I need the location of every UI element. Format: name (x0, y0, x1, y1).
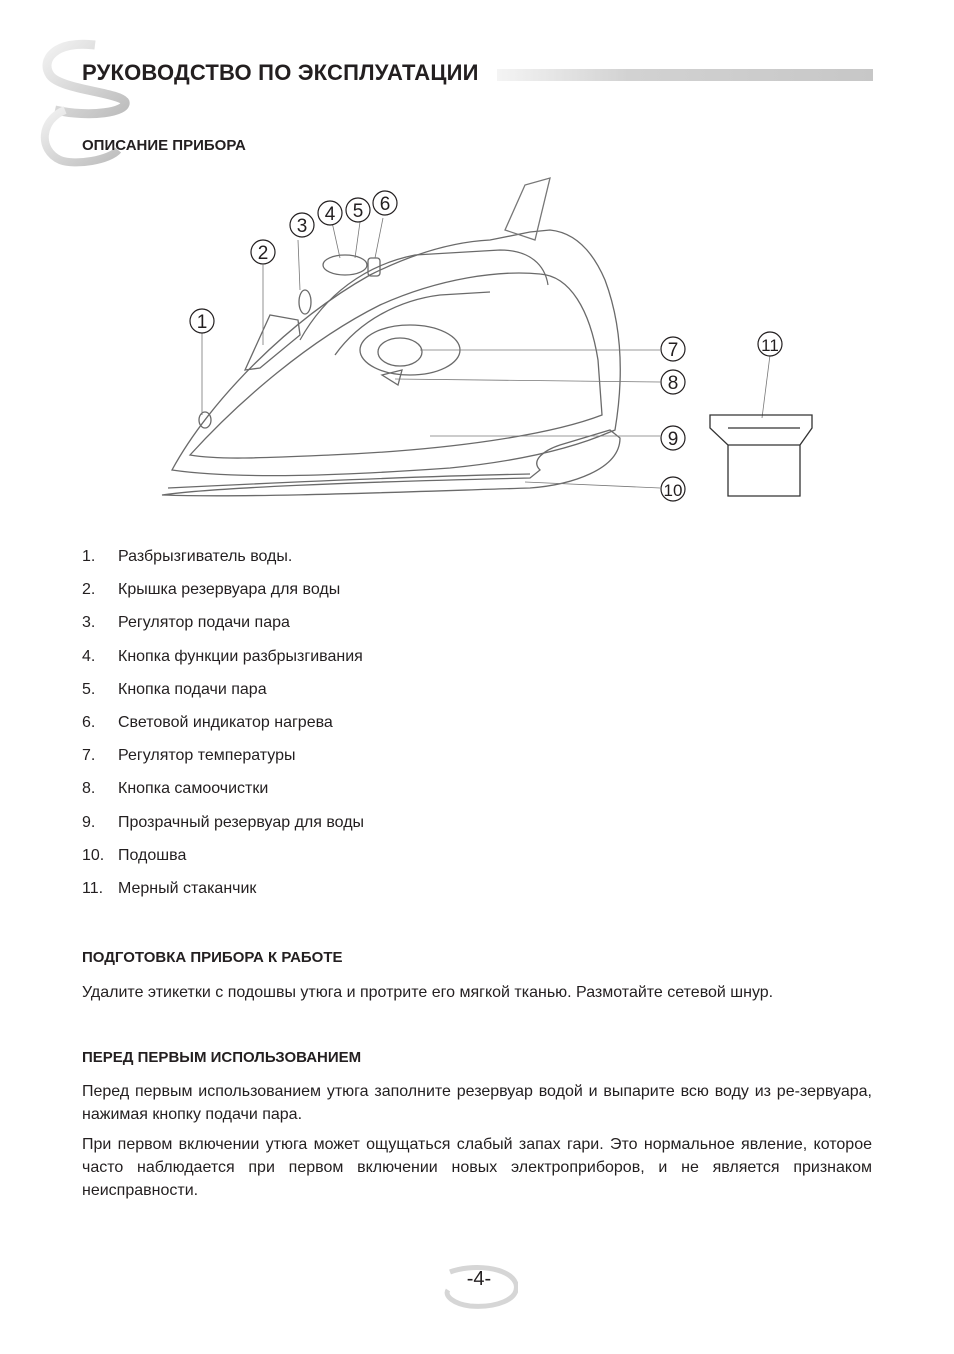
section-heading-preparation: ПОДГОТОВКА ПРИБОРА К РАБОТЕ (82, 949, 343, 966)
callout-9: 9 (667, 429, 679, 450)
first-use-paragraph-2: При первом включении утюга может ощущаться слабый запах гари. Это нормальное явление, которое часто наблюдается при первом включении новых электроприборов, и не является признаком неисправности. (82, 1136, 872, 1199)
preparation-text: Удалите этикетки с подошвы утюга и протрите его мягкой тканью. Размотайте сетевой шнур. (82, 984, 774, 1001)
page-number: -4- (466, 1268, 492, 1290)
list-item: 4. Кнопка функции разбрызгивания (82, 647, 363, 665)
callout-10: 10 (663, 481, 683, 500)
callout-7: 7 (667, 340, 679, 361)
list-item: 7. Регулятор температуры (82, 747, 296, 765)
callout-5: 5 (352, 201, 364, 222)
list-item: 6. Световой индикатор нагрева (82, 713, 333, 731)
list-item: 10. Подошва (82, 846, 187, 864)
list-item: 2. Крышка резервуара для воды (82, 581, 341, 599)
list-item: 3. Регулятор подачи пара (82, 614, 290, 632)
soleplate-outline (162, 430, 620, 496)
callout-3: 3 (296, 216, 308, 237)
handle-grip (335, 292, 490, 355)
page-number-badge (440, 1262, 518, 1310)
soleplate-line (168, 474, 530, 488)
list-item: 11. Мерный стаканчик (82, 879, 257, 897)
callout-8: 8 (667, 373, 679, 394)
header-gradient-bar (497, 69, 873, 81)
iron-body-outline (172, 230, 620, 476)
temperature-dial-knob (378, 338, 422, 366)
callout-2: 2 (257, 243, 269, 264)
callout-6: 6 (379, 194, 391, 215)
list-item: 8. Кнопка самоочистки (82, 780, 269, 798)
list-item: 1. Разбрызгиватель воды. (82, 548, 293, 565)
list-item: 5. Кнопка подачи пара (82, 680, 267, 698)
section-heading-first-use: ПЕРЕД ПЕРВЫМ ИСПОЛЬЗОВАНИЕМ (82, 1049, 362, 1066)
iron-diagram (150, 170, 820, 515)
callout-1: 1 (196, 312, 208, 333)
callout-4: 4 (324, 204, 336, 225)
spray-steam-buttons (323, 255, 367, 275)
first-use-paragraph-1: Перед первым использованием утюга заполните резервуар водой и выпарите всю воду из ре-зервуара, нажимая кнопку подачи пара. (82, 1083, 872, 1123)
measuring-cup (710, 415, 812, 496)
page-header-title: РУКОВОДСТВО ПО ЭКСПЛУАТАЦИИ (82, 60, 479, 85)
list-item: 9. Прозрачный резервуар для воды (82, 813, 365, 831)
parts-list (82, 548, 364, 913)
section-heading-description: ОПИСАНИЕ ПРИБОРА (82, 137, 246, 154)
steam-regulator (299, 290, 311, 314)
callout-11: 11 (761, 336, 779, 355)
